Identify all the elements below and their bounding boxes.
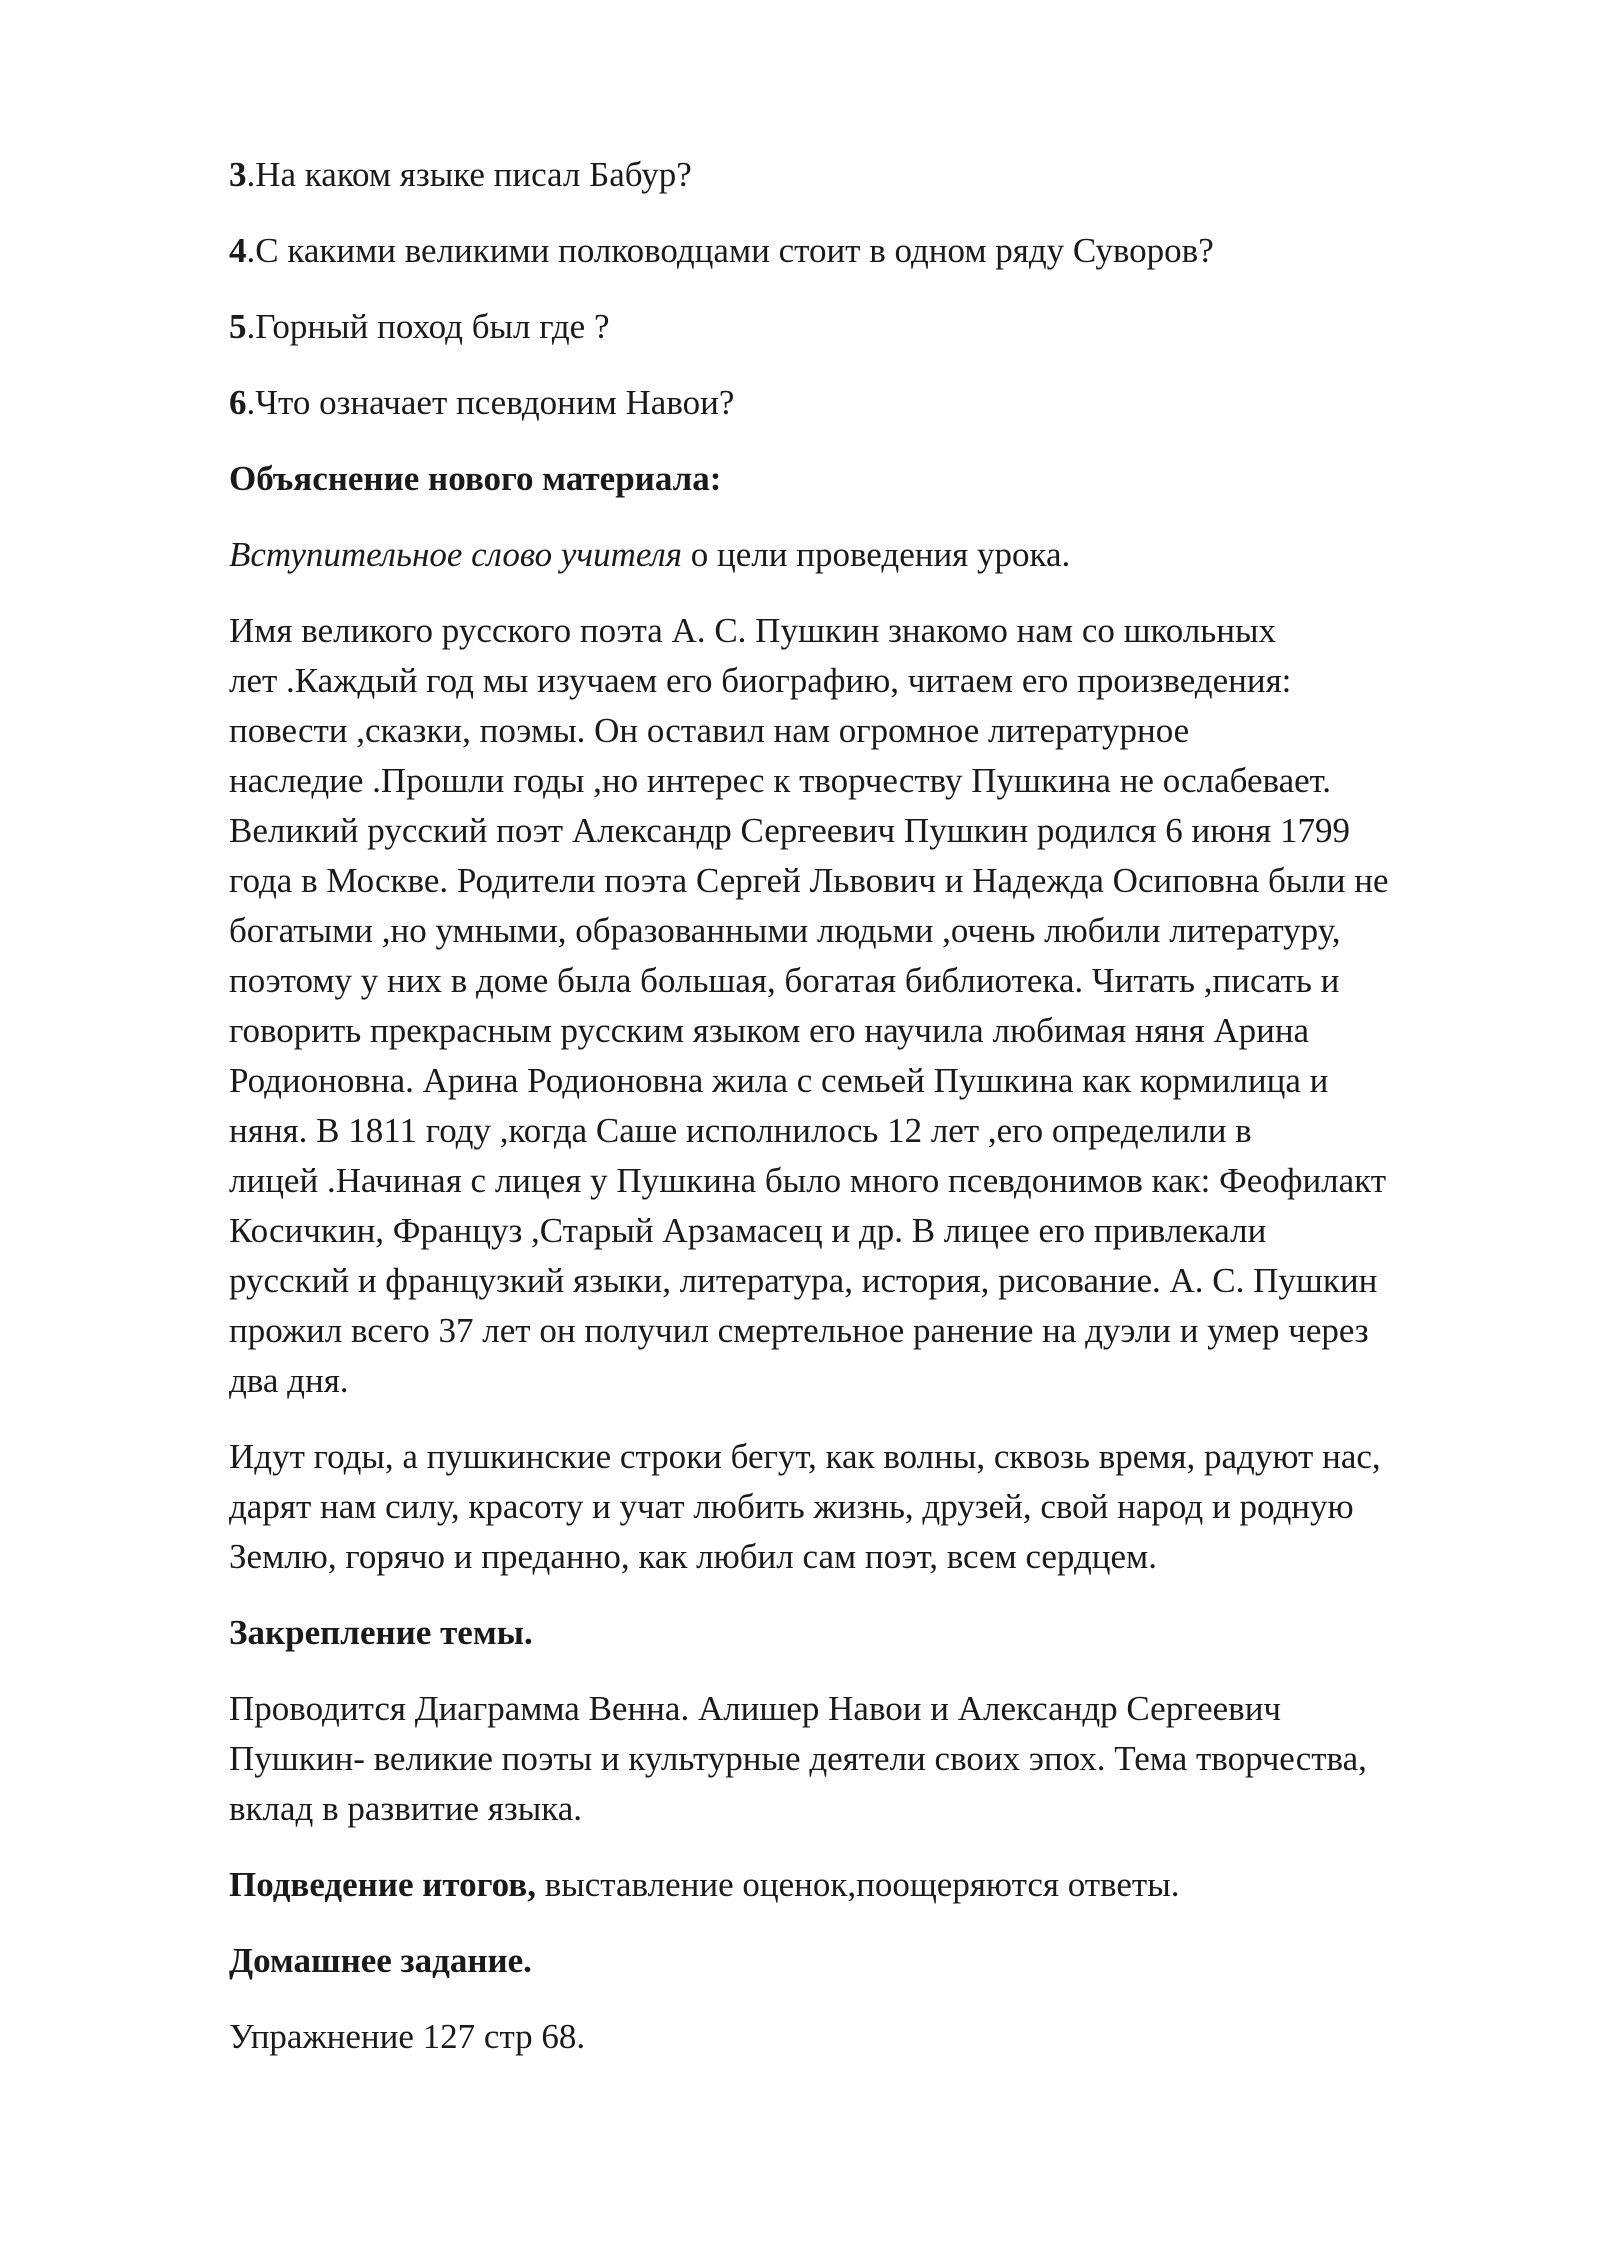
question-5 (229, 302, 1529, 352)
biography-line: года в Москве. Родители поэта Сергей Львович и Надежда Осиповна были не (229, 861, 1389, 900)
teacher-intro-italic: Вступительное слово учителя (229, 535, 683, 574)
consolidation-line: вклад в развитие языка. (229, 1789, 582, 1828)
question-4 (229, 226, 1529, 276)
question-number: 3 (229, 155, 247, 194)
biography-line: прожил всего 37 лет он получил смертельное ранение на дуэли и умер через (229, 1311, 1369, 1350)
biography-line: два дня. (229, 1361, 349, 1400)
closing-line: дарят нам силу, красоту и учат любить жизнь, друзей, свой народ и родную (229, 1487, 1354, 1526)
question-text: .Горный поход был где ? (246, 307, 610, 346)
question-text: .Что означает псевдоним Навои? (246, 383, 735, 422)
consolidation-line: Проводится Диаграмма Венна. Алишер Навои и Александр Сергеевич (229, 1689, 1282, 1728)
summary-heading: Подведение итогов, (229, 1865, 536, 1904)
heading-homework: Домашнее задание. (229, 1941, 532, 1980)
consolidation-paragraph (229, 1684, 1529, 1834)
biography-line: русский и французкий языки, литература, история, рисование. А. С. Пушкин (229, 1261, 1378, 1300)
closing-paragraph (229, 1432, 1529, 1582)
biography-line: няня. В 1811 году ,когда Саше исполнилось 12 лет ,его определили в (229, 1111, 1252, 1150)
document-body (229, 150, 1529, 2088)
question-number: 5 (229, 307, 247, 346)
biography-line: Родионовна. Арина Родионовна жила с семьей Пушкина как кормилица и (229, 1061, 1329, 1100)
closing-line: Землю, горячо и преданно, как любил сам поэт, всем сердцем. (229, 1537, 1157, 1576)
summary-text: выставление оценок,поощеряются ответы. (535, 1865, 1180, 1904)
biography-line: Великий русский поэт Александр Сергеевич Пушкин родился 6 июня 1799 (229, 811, 1350, 850)
question-text: .С какими великими полководцами стоит в одном ряду Суворов? (246, 231, 1214, 270)
teacher-intro-rest: о цели проведения урока. (682, 535, 1071, 574)
biography-line: лет .Каждый год мы изучаем его биографию, читаем его произведения: (229, 661, 1292, 700)
question-6 (229, 378, 1529, 428)
biography-line: лицей .Начиная с лицея у Пушкина было много псевдонимов как: Феофилакт (229, 1161, 1387, 1200)
question-number: 4 (229, 231, 247, 270)
consolidation-line: Пушкин- великие поэты и культурные деятели своих эпох. Тема творчества, (229, 1739, 1367, 1778)
biography-line: повести ,сказки, поэмы. Он оставил нам огромное литературное (229, 711, 1190, 750)
biography-line: говорить прекрасным русским языком его научила любимая няня Арина (229, 1011, 1310, 1050)
biography-paragraph (229, 606, 1529, 1406)
heading-consolidation: Закрепление темы. (229, 1613, 533, 1652)
heading-new-material: Объяснение нового материала: (229, 459, 722, 498)
biography-line: богатыми ,но умными, образованными людьми ,очень любили литературу, (229, 911, 1341, 950)
biography-line: поэтому у них в доме была большая, богатая библиотека. Читать ,писать и (229, 961, 1340, 1000)
closing-line: Идут годы, а пушкинские строки бегут, как волны, сквозь время, радуют нас, (229, 1437, 1381, 1476)
summary-paragraph (229, 1860, 1529, 1910)
question-text: .На каком языке писал Бабур? (246, 155, 692, 194)
question-3 (229, 150, 1529, 200)
biography-line: Имя великого русского поэта А. С. Пушкин знакомо нам со школьных (229, 611, 1276, 650)
homework-text: Упражнение 127 стр 68. (229, 2017, 586, 2056)
biography-line: наследие .Прошли годы ,но интерес к творчеству Пушкина не ослабевает. (229, 761, 1332, 800)
question-number: 6 (229, 383, 247, 422)
teacher-intro (229, 530, 1529, 580)
biography-line: Косичкин, Француз ,Старый Арзамасец и др. В лицее его привлекали (229, 1211, 1267, 1250)
